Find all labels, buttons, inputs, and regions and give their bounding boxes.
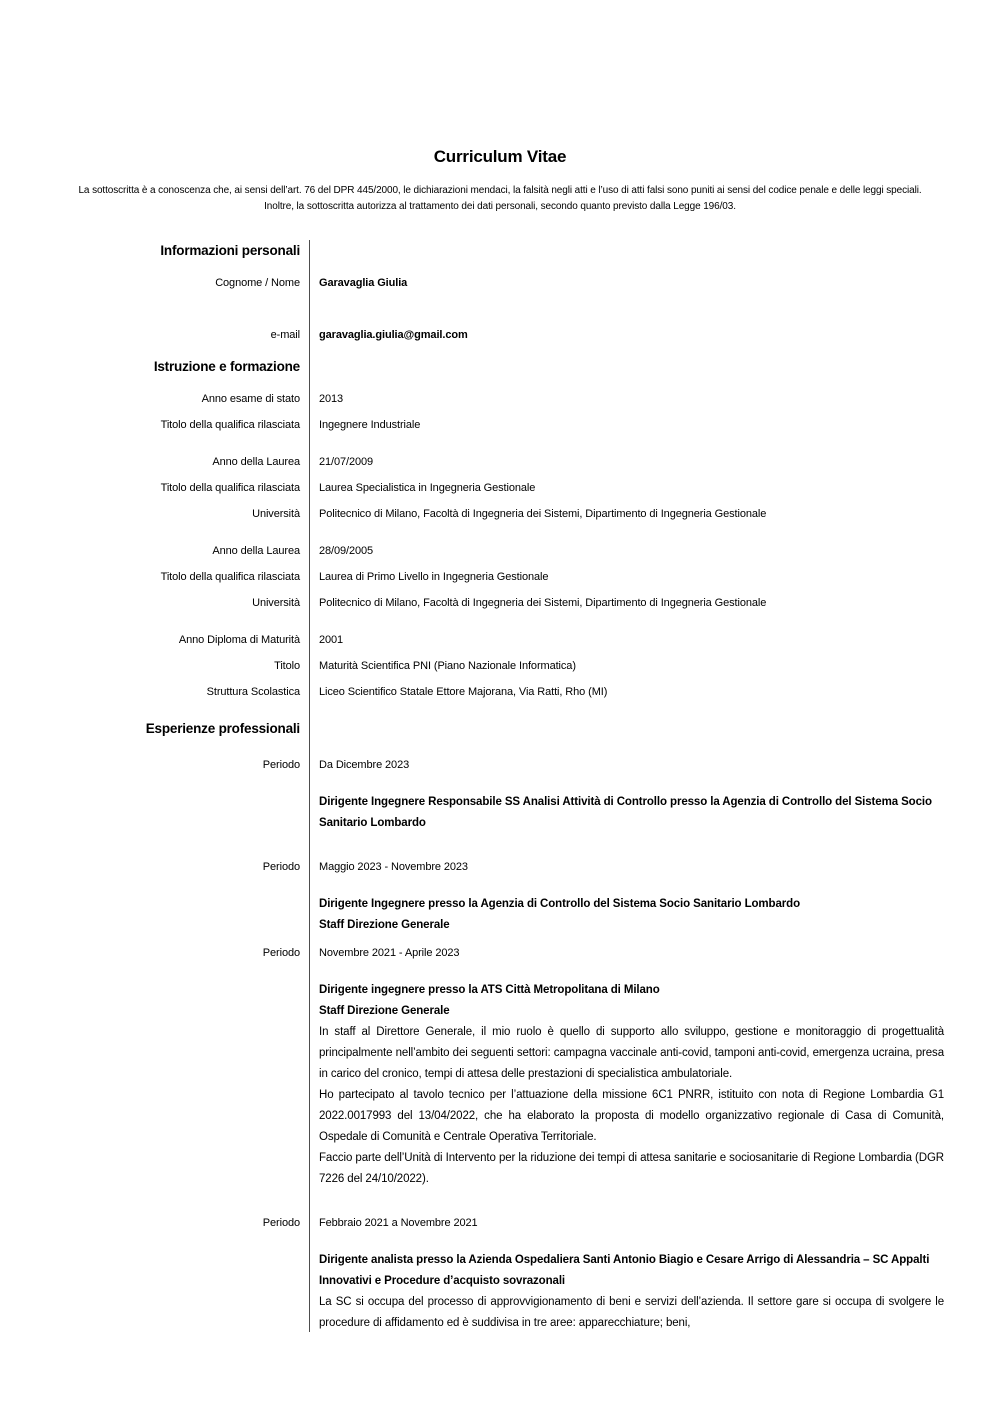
field-label: Cognome / Nome: [215, 277, 300, 289]
field-row: [60, 475, 944, 501]
section-heading-personal-info: Informazioni personali: [160, 243, 300, 258]
field-row: [60, 590, 944, 616]
job-title: Dirigente ingegnere presso la ATS Città Metropolitana di Milano: [319, 984, 660, 996]
column-divider: [309, 240, 310, 1332]
field-row: [60, 501, 944, 527]
section-heading-row: [60, 716, 944, 742]
field-value: Politecnico di Milano, Facoltà di Ingegneria dei Sistemi, Dipartimento di Ingegneria Gestionale: [319, 597, 767, 609]
period-row: [60, 940, 944, 966]
field-value: Liceo Scientifico Statale Ettore Majorana, Via Ratti, Rho (MI): [319, 686, 608, 698]
field-label: Anno della Laurea: [212, 545, 300, 557]
field-row: [60, 653, 944, 679]
cv-content: [60, 238, 944, 1334]
job-title: Dirigente Ingegnere presso la Agenzia di Controllo del Sistema Socio Sanitario Lombardo: [319, 898, 800, 910]
job-title: Dirigente analista presso la Azienda Ospedaliera Santi Antonio Biagio e Cesare Arrigo di Alessandria – SC Appalti Innovativi e Procedure d’acquisto sovrazonali: [319, 1254, 930, 1287]
period-row: [60, 752, 944, 778]
field-label: Università: [252, 508, 300, 520]
page-title: Curriculum Vitae: [433, 147, 567, 166]
field-label: Università: [252, 597, 300, 609]
field-value: Garavaglia Giulia: [319, 277, 408, 289]
field-value: Maturità Scientifica PNI (Piano Nazionale Informatica): [319, 660, 576, 672]
period-label: Periodo: [262, 1217, 300, 1229]
period-row: [60, 854, 944, 880]
field-label: Anno esame di stato: [201, 393, 300, 405]
job-subtitle: Staff Direzione Generale: [319, 919, 450, 931]
field-row: [60, 538, 944, 564]
field-row: [60, 322, 944, 348]
job-description-paragraph: Faccio parte dell’Unità di Intervento per la riduzione dei tempi di attesa sanitarie e sociosanitarie di Regione Lombardia (DGR 7226 del 24/10/2022).: [319, 1152, 944, 1185]
field-row: [60, 679, 944, 705]
field-label: Titolo della qualifica rilasciata: [160, 571, 300, 583]
period-label: Periodo: [262, 759, 300, 771]
field-label: Titolo: [274, 660, 300, 672]
section-heading-experience: Esperienze professionali: [145, 721, 300, 736]
period-value: Febbraio 2021 a Novembre 2021: [319, 1217, 478, 1229]
experience-entry: [60, 792, 944, 834]
period-label: Periodo: [262, 947, 300, 959]
period-value: Maggio 2023 - Novembre 2023: [319, 861, 468, 873]
field-row: [60, 564, 944, 590]
field-row: [60, 627, 944, 653]
job-description-paragraph: La SC si occupa del processo di approvvigionamento di beni e servizi dell’azienda. Il settore gare si occupa di svolgere le procedure di affidamento ed è suddivisa in tre aree: apparecchiature; beni,: [319, 1296, 944, 1329]
email-value: garavaglia.giulia@gmail.com: [319, 329, 468, 341]
disclaimer-text: La sottoscritta è a conoscenza che, ai sensi dell’art. 76 del DPR 445/2000, le dichiarazioni mendaci, la falsità negli atti e l’uso di atti falsi sono puniti ai sensi del codice penale e delle leggi speciali. Inoltre, la sottoscritta autorizza al trattamento dei dati personali, secondo quanto previsto dalla Legge 196/03.: [78, 185, 922, 212]
field-label: Anno Diploma di Maturità: [178, 634, 300, 646]
field-value: 2001: [319, 634, 344, 646]
job-description-paragraph: In staff al Direttore Generale, il mio ruolo è quello di supporto allo sviluppo, gestione e monitoraggio di progettualità principalmente nell’ambito dei seguenti settori: campagna vaccinale anti-covid, tamponi anti-covid, emergenza ucraina, presa in carico del cronico, tempi di attesa delle prestazioni di specialistica ambulatoriale.: [319, 1026, 944, 1080]
section-heading-row: [60, 238, 944, 264]
field-row: [60, 270, 944, 296]
field-label: Titolo della qualifica rilasciata: [160, 482, 300, 494]
period-label: Periodo: [262, 861, 300, 873]
field-row: [60, 449, 944, 475]
field-label: Titolo della qualifica rilasciata: [160, 419, 300, 431]
field-label: Struttura Scolastica: [206, 686, 300, 698]
field-row: [60, 386, 944, 412]
period-row: [60, 1210, 944, 1236]
field-value: 21/07/2009: [319, 456, 374, 468]
experience-entry: [60, 980, 944, 1190]
field-row: [60, 412, 944, 438]
field-value: Ingegnere Industriale: [319, 419, 421, 431]
field-label: Anno della Laurea: [212, 456, 300, 468]
job-description-paragraph: Ho partecipato al tavolo tecnico per l’attuazione della missione 6C1 PNRR, istituito con nota di Regione Lombardia G1 2022.0017993 del 13/04/2022, che ha elaborato la proposta di modello organizzativo regionale di Casa di Comunità, Ospedale di Comunità e Centrale Operativa Territoriale.: [319, 1089, 944, 1143]
field-label: e-mail: [270, 329, 300, 341]
experience-entry: [60, 894, 944, 936]
experience-entry: [60, 1250, 944, 1334]
field-value: Politecnico di Milano, Facoltà di Ingegneria dei Sistemi, Dipartimento di Ingegneria Gestionale: [319, 508, 767, 520]
period-value: Novembre 2021 - Aprile 2023: [319, 947, 460, 959]
field-value: Laurea di Primo Livello in Ingegneria Gestionale: [319, 571, 549, 583]
job-subtitle: Staff Direzione Generale: [319, 1005, 450, 1017]
field-value: Laurea Specialistica in Ingegneria Gestionale: [319, 482, 536, 494]
job-title: Dirigente Ingegnere Responsabile SS Analisi Attività di Controllo presso la Agenzia di Controllo del Sistema Socio Sanitario Lombardo: [319, 796, 932, 829]
period-value: Da Dicembre 2023: [319, 759, 410, 771]
field-value: 2013: [319, 393, 344, 405]
field-value: 28/09/2005: [319, 545, 374, 557]
section-heading-row: [60, 354, 944, 380]
section-heading-education: Istruzione e formazione: [153, 359, 300, 374]
